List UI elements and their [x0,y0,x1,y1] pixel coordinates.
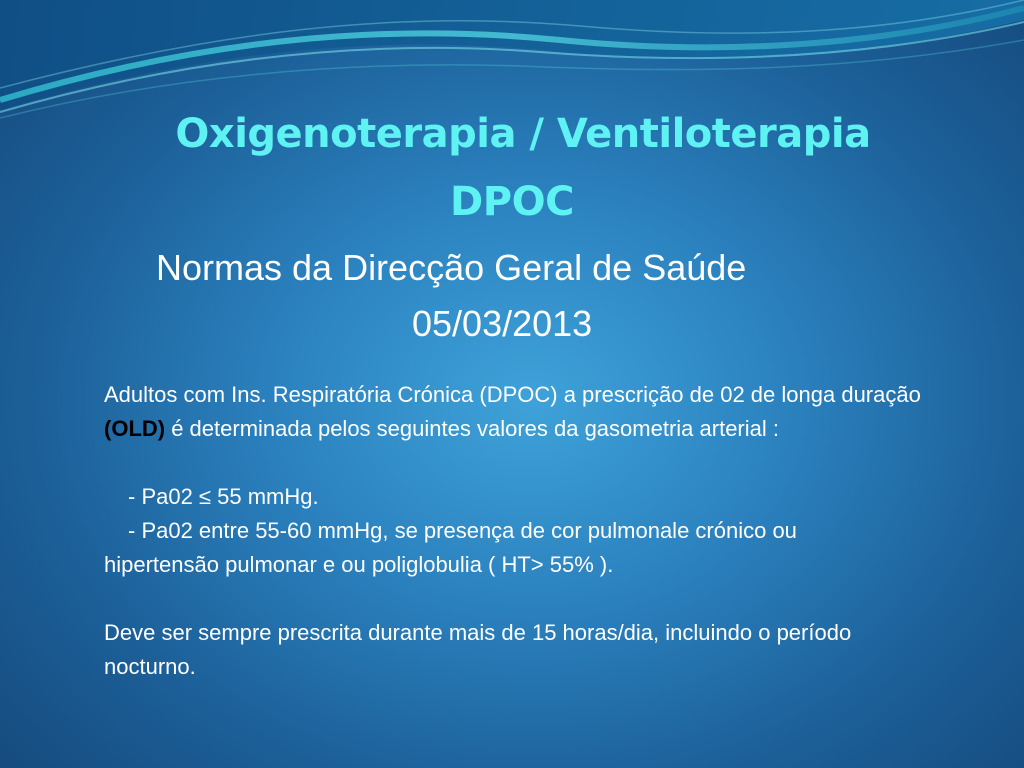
criteria-item-2: - Pa02 entre 55-60 mmHg, se presença de cor pulmonale crónico ou [128,518,797,543]
intro-paragraph [104,378,934,446]
duration-paragraph: Deve ser sempre prescrita durante mais de 15 horas/dia, incluindo o período nocturno. [104,620,852,679]
title-line-2: DPOC [450,179,574,225]
subtitle-line-1: Normas da Direcção Geral de Saúde [156,247,747,288]
slide-subtitle [0,240,1024,352]
criteria-item-2-continuation: hipertensão pulmonar e ou poliglobulia ( HT> 55% ). [104,552,614,577]
intro-text-after: é determinada pelos seguintes valores da gasometria arterial : [165,416,779,441]
intro-text-before: Adultos com Ins. Respiratória Crónica (DPOC) a prescrição de 02 de longa duração [104,382,921,407]
slide-body [104,378,934,684]
subtitle-date: 05/03/2013 [412,303,593,344]
title-line-1: Oxigenoterapia / Ventiloterapia [175,111,871,157]
slide-title [0,100,1024,236]
old-highlight: (OLD) [104,416,166,441]
criteria-item-1: - Pa02 ≤ 55 mmHg. [128,484,319,509]
